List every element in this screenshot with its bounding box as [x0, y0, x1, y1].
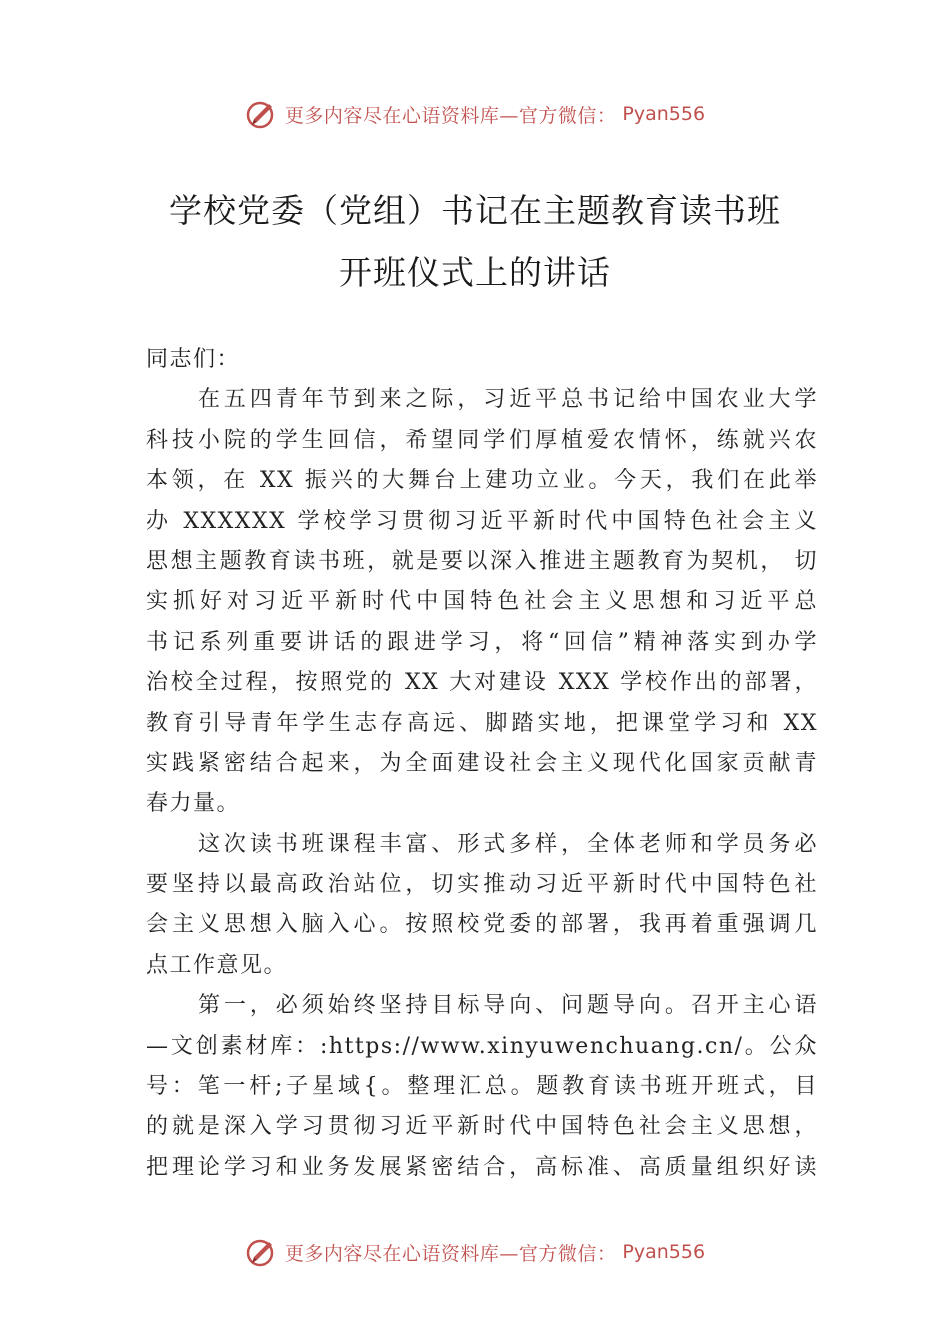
watermark-text: 更多内容尽在心语资料库—官方微信： — [284, 1242, 617, 1265]
header-watermark — [0, 94, 950, 134]
body-line: 会主义思想入脑入心。按照校党委的部署，我再着重强调几 — [146, 912, 818, 938]
body-line: 春力量。 — [146, 791, 241, 817]
body-line: 在五四青年节到来之际，习近平总书记给中国农业大学 — [198, 387, 818, 413]
body-line: 教育引导青年学生志存高远、脚踏实地，把课堂学习和 XX — [146, 710, 818, 736]
body-line: 要坚持以最高政治站位，切实推动习近平新时代中国特色社 — [146, 872, 818, 898]
watermark-wechat-id: Pyan556 — [622, 103, 706, 125]
pen-logo-icon — [245, 97, 279, 131]
body-line: 把理论学习和业务发展紧密结合，高标准、高质量组织好读 — [146, 1154, 818, 1180]
body-line: 实践紧密结合起来，为全面建设社会主义现代化国家贡献青 — [146, 750, 818, 776]
body-line: 号：笔一杆;子星域{。整理汇总。题教育读书班开班式，目 — [146, 1074, 818, 1100]
salutation: 同志们： — [146, 347, 241, 372]
body-line: 书记系列重要讲话的跟进学习，将“回信”精神落实到办学 — [146, 629, 818, 655]
body-line: 第一，必须始终坚持目标导向、问题导向。召开主心语 — [198, 993, 818, 1019]
body-line: 的就是深入学习贯彻习近平新时代中国特色社会主义思想， — [146, 1114, 818, 1140]
body-line: 科技小院的学生回信，希望同学们厚植爱农情怀，练就兴农 — [146, 427, 818, 453]
body-line: 思想主题教育读书班，就是要以深入推进主题教育为契机， 切 — [146, 548, 818, 574]
document-body — [146, 340, 818, 1188]
body-line: —文创素材库：:https://www.xinyuwenchuang.cn/。公众 — [146, 1033, 818, 1059]
title-line-2: 开班仪式上的讲话 — [339, 253, 611, 292]
body-line: 治校全过程，按照党的 XX 大对建设 XXX 学校作出的部署， — [146, 670, 818, 696]
body-line: 点工作意见。 — [146, 952, 288, 978]
document-title — [0, 180, 950, 304]
watermark-text: 更多内容尽在心语资料库—官方微信： — [284, 104, 617, 127]
body-line: 这次读书班课程丰富、形式多样，全体老师和学员务必 — [198, 831, 818, 857]
watermark-wechat-id: Pyan556 — [622, 1241, 706, 1263]
body-line: 办 XXXXXX 学校学习贯彻习近平新时代中国特色社会主义 — [146, 508, 818, 534]
title-line-1: 学校党委（党组）书记在主题教育读书班 — [169, 191, 781, 230]
body-line: 实抓好对习近平新时代中国特色社会主义思想和习近平总 — [146, 589, 818, 615]
footer-watermark — [0, 1232, 950, 1272]
body-line: 本领，在 XX 振兴的大舞台上建功立业。今天，我们在此举 — [146, 468, 818, 494]
pen-logo-icon — [245, 1235, 279, 1269]
